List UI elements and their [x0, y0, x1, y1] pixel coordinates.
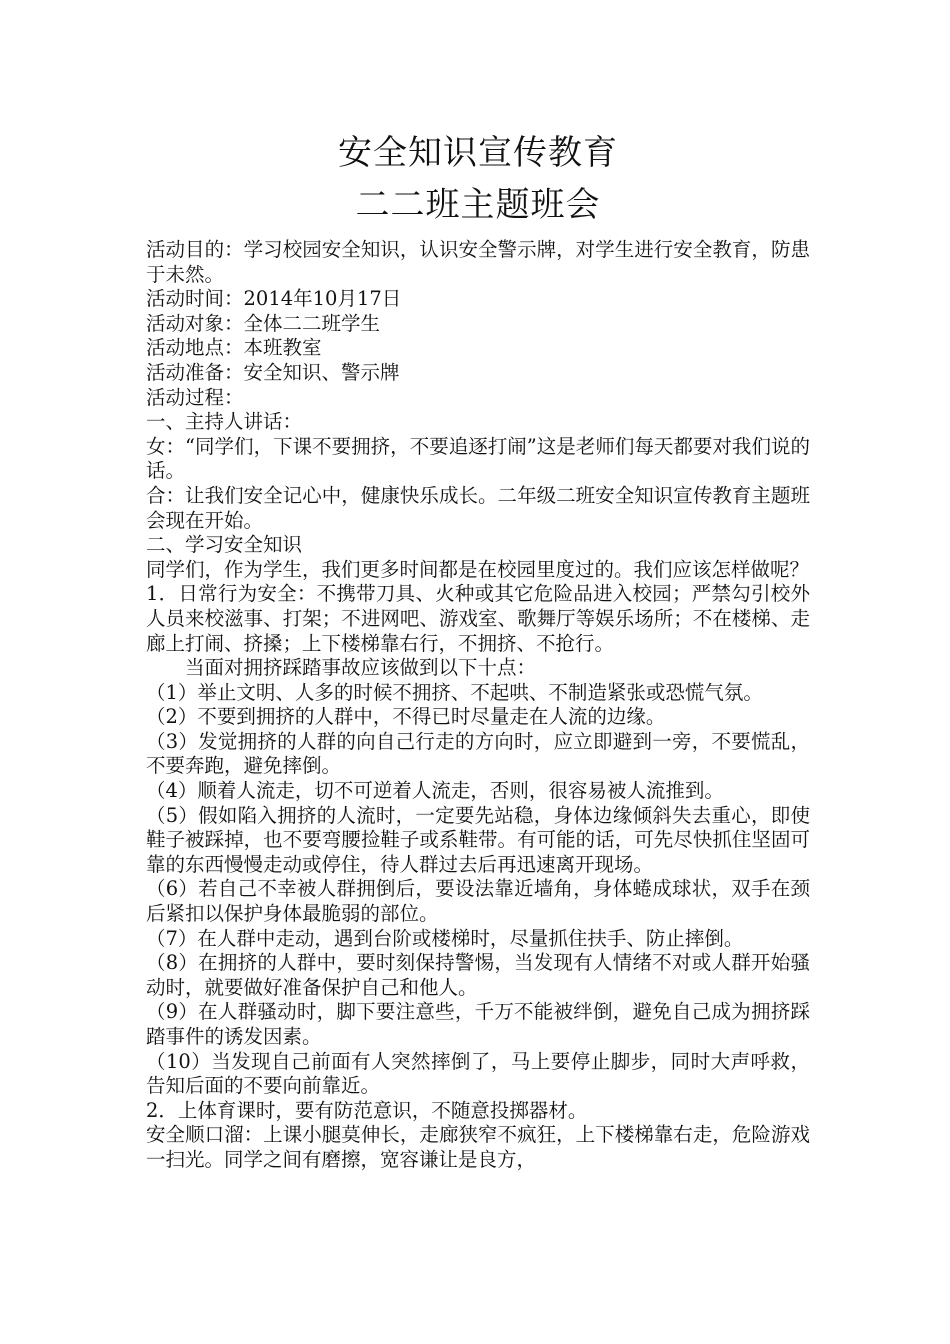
list-item-5: （5）假如陷入拥挤的人流时，一定要先站稳，身体边缘倾斜失去重心，即使鞋子被踩掉，也不要弯腰捡鞋子或系鞋带。有可能的话，可先尽快抓住坚固可靠的东西慢慢走动或停住，待人群过去后再迅速离开现场。 [146, 803, 810, 876]
document-title: 安全知识宣传教育 [338, 133, 618, 173]
paragraph-stampede-intro: 当面对拥挤踩踏事故应该做到以下十点： [185, 656, 537, 680]
paragraph-audience: 活动对象：全体二二班学生 [146, 311, 381, 335]
section-heading-safety-knowledge: 二、学习安全知识 [146, 533, 303, 557]
paragraph-intro-question: 同学们，作为学生，我们更多时间都是在校园里度过的。我们应该怎样做呢？ [146, 557, 810, 581]
list-item-10: （10）当发现自己前面有人突然摔倒了，马上要停止脚步，同时大声呼救，告知后面的不要向前靠近。 [146, 1049, 810, 1098]
paragraph-female-host: 女：“同学们，下课不要拥挤，不要追逐打闹”这是老师们每天都要对我们说的话。 [146, 434, 810, 483]
paragraph-pe-class: 2．上体育课时，要有防范意识，不随意投掷器材。 [146, 1098, 588, 1122]
list-item-9: （9）在人群骚动时，脚下要注意些，千万不能被绊倒，避免自己成为拥挤踩踏事件的诱发因素。 [146, 1000, 810, 1048]
section-heading-host-speech: 一、主持人讲话： [146, 410, 303, 434]
list-item-4: （4）顺着人流走，切不可逆着人流走，否则，很容易被人流推到。 [146, 779, 724, 803]
list-item-3: （3）发觉拥挤的人群的向自己行走的方向时，应立即避到一旁，不要慌乱，不要奔跑，避免摔倒。 [146, 729, 810, 778]
list-item-6: （6）若自己不幸被人群拥倒后，要设法靠近墙角，身体蜷成球状，双手在颈后紧扣以保护身体最脆弱的部位。 [146, 877, 810, 926]
list-item-1: （1）举止文明、人多的时候不拥挤、不起哄、不制造紧张或恐慌气氛。 [146, 680, 763, 704]
paragraph-safety-rhyme: 安全顺口溜：上课小腿莫伸长，走廊狭窄不疯狂，上下楼梯靠右走，危险游戏一扫光。同学之间有磨擦，宽容谦让是良方， [146, 1123, 810, 1171]
document-body [146, 238, 810, 1173]
list-item-7: （7）在人群中走动，遇到台阶或楼梯时，尽量抓住扶手、防止摔倒。 [146, 926, 744, 950]
paragraph-preparation: 活动准备：安全知识、警示牌 [146, 360, 400, 384]
list-item-8: （8）在拥挤的人群中，要时刻保持警惕，当发现有人情绪不对或人群开始骚动时，就要做好准备保护自己和他人。 [146, 951, 810, 999]
paragraph-daily-safety: 1．日常行为安全：不携带刀具、火种或其它危险品进入校园；严禁勾引校外人员来校滋事、打架；不进网吧、游戏室、歌舞厅等娱乐场所；不在楼梯、走廊上打闹、挤搡；上下楼梯靠右行，不拥挤、不抢行。 [146, 582, 810, 655]
document-page [146, 128, 810, 1173]
document-subtitle: 二二班主题班会 [355, 185, 601, 225]
paragraph-process: 活动过程： [146, 385, 244, 409]
paragraph-together: 合：让我们安全记心中，健康快乐成长。二年级二班安全知识宣传教育主题班会现在开始。 [146, 483, 810, 532]
list-item-2: （2）不要到拥挤的人群中，不得已时尽量走在人流的边缘。 [146, 705, 666, 729]
paragraph-time: 活动时间：2014年10月17日 [146, 287, 402, 311]
paragraph-purpose: 活动目的：学习校园安全知识，认识安全警示牌，对学生进行安全教育，防患于未然。 [146, 238, 810, 286]
paragraph-location: 活动地点：本班教室 [146, 336, 322, 360]
